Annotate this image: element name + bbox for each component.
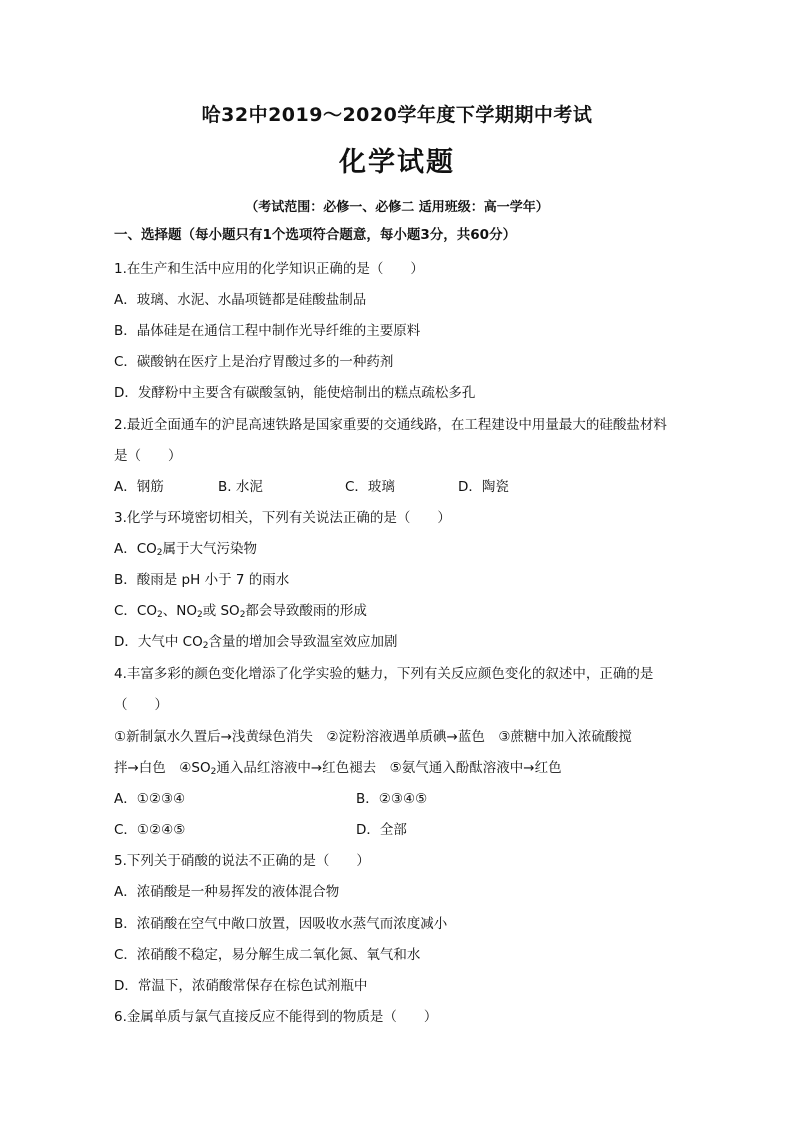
q1-stem: 1.在生产和生活中应用的化学知识正确的是（ ） bbox=[114, 261, 424, 277]
q4-items-line1: ①新制氯水久置后→浅黄绿色消失 ②淀粉溶液遇单质碘→蓝色 ③蔗糖中加入浓硫酸搅 bbox=[114, 729, 632, 745]
q4-option-b: B．②③④⑤ bbox=[356, 791, 428, 807]
q5-option-b: B．浓硝酸在空气中敞口放置，因吸收水蒸气而浓度减小 bbox=[114, 916, 448, 932]
q4-option-d: D．全部 bbox=[356, 822, 407, 838]
q4-items-line2: 拌→白色 $④SO_2$通入品红溶液中→红色褪去 ⑤氨气通入酚酞溶液中→红色 bbox=[114, 760, 562, 777]
q5-option-c: C．浓硝酸不稳定，易分解生成二氧化氮、氧气和水 bbox=[114, 947, 421, 963]
q3-option-c: C．$CO_2$、$NO_2$或 $SO_2$都会导致酸雨的形成 bbox=[114, 603, 367, 620]
q6-stem: 6.金属单质与氯气直接反应不能得到的物质是（ ） bbox=[114, 1009, 438, 1025]
q2-option-a: A．钢筋 bbox=[114, 479, 164, 495]
section-heading: 一、选择题（每小题只有1个选项符合题意，每小题3分，共60分） bbox=[114, 227, 517, 243]
q2-stem-line2: 是（ ） bbox=[114, 448, 182, 464]
q3-option-d: D．大气中 $CO_2$含量的增加会导致温室效应加剧 bbox=[114, 634, 398, 651]
q4-stem-line2: （ ） bbox=[114, 697, 168, 713]
q1-option-c: C．碳酸钠在医疗上是治疗胃酸过多的一种药剂 bbox=[114, 354, 394, 370]
q1-option-d: D．发酵粉中主要含有碳酸氢钠，能使焙制出的糕点疏松多孔 bbox=[114, 385, 476, 401]
q2-option-d: D．陶瓷 bbox=[458, 479, 509, 495]
q4-stem-line1: 4.丰富多彩的颜色变化增添了化学实验的魅力，下列有关反应颜色变化的叙述中，正确的是 bbox=[114, 666, 654, 682]
scope-note: （考试范围：必修一、必修二 适用班级：高一学年） bbox=[245, 200, 549, 215]
q2-option-b: B. 水泥 bbox=[218, 479, 263, 495]
q5-option-d: D．常温下，浓硝酸常保存在棕色试剂瓶中 bbox=[114, 978, 368, 994]
q1-option-b: B．晶体硅是在通信工程中制作光导纤维的主要原料 bbox=[114, 323, 421, 339]
q2-stem-line1: 2.最近全面通车的沪昆高速铁路是国家重要的交通线路，在工程建设中用量最大的硅酸盐材料 bbox=[114, 417, 667, 433]
subject-title: 化学试题 bbox=[339, 147, 455, 178]
q3-option-b: B．酸雨是 pH 小于 7 的雨水 bbox=[114, 572, 290, 588]
q3-option-a: A．$CO_2$属于大气污染物 bbox=[114, 541, 258, 558]
q5-stem: 5.下列关于硝酸的说法不正确的是（ ） bbox=[114, 853, 370, 869]
exam-title: 哈32中2019～2020学年度下学期期中考试 bbox=[201, 104, 593, 126]
q5-option-a: A．浓硝酸是一种易挥发的液体混合物 bbox=[114, 884, 340, 900]
q3-stem: 3.化学与环境密切相关，下列有关说法正确的是（ ） bbox=[114, 510, 451, 526]
q1-option-a: A．玻璃、水泥、水晶项链都是硅酸盐制品 bbox=[114, 292, 367, 308]
q4-option-a: A．①②③④ bbox=[114, 791, 186, 807]
q4-option-c: C．①②④⑤ bbox=[114, 822, 186, 838]
q2-option-c: C．玻璃 bbox=[345, 479, 395, 495]
